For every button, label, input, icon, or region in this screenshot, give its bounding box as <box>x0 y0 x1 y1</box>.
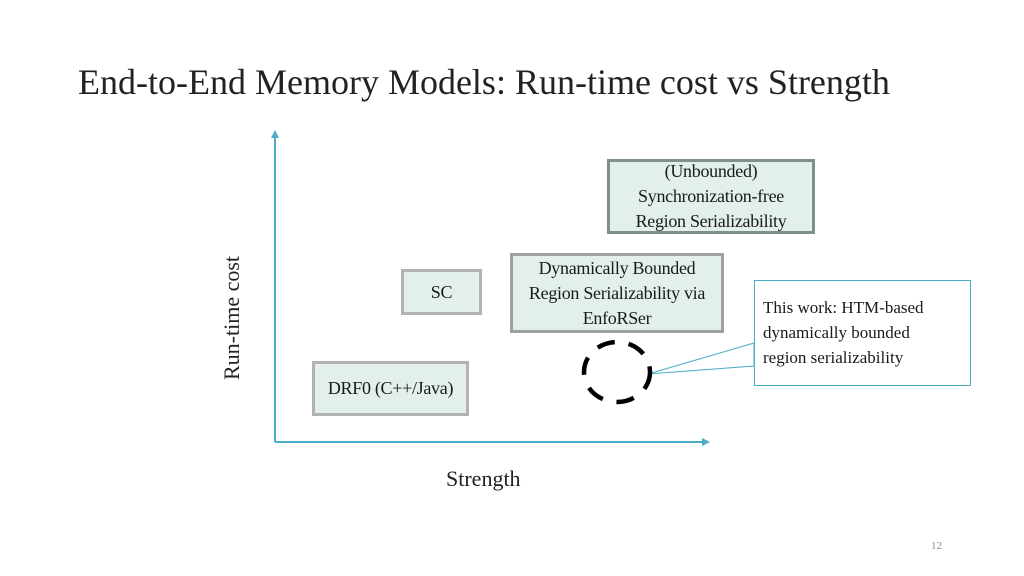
this-work-callout <box>754 280 971 386</box>
callout-text-line: dynamically bounded <box>763 323 910 342</box>
callout-pointer <box>648 343 754 374</box>
callout-text-line: region serializability <box>763 348 904 367</box>
box-text-line: (Unbounded) <box>664 161 758 181</box>
sc-box <box>401 269 482 315</box>
callout-text-line: This work: HTM-based <box>763 298 924 317</box>
box-text-line: Dynamically Bounded <box>538 257 696 278</box>
slide-title: End-to-End Memory Models: Run-time cost vs Strength <box>78 62 890 102</box>
drf0-box <box>312 361 469 416</box>
box-text-line: Region Serializability via <box>528 282 706 303</box>
box-text-line: Region Serializability <box>635 211 787 231</box>
y-axis-label: Run-time cost <box>219 255 244 381</box>
box-text-line: EnfoRSer <box>582 307 652 328</box>
x-axis-label: Strength <box>446 466 521 491</box>
dbrs-enforser-box <box>510 253 724 333</box>
page-number: 12 <box>931 540 942 552</box>
unbounded-sfrs-box <box>607 159 815 234</box>
box-text-line: Synchronization-free <box>638 186 784 206</box>
box-text-line: SC <box>430 281 453 302</box>
dashed-circle-marker <box>584 342 650 402</box>
box-text-line: DRF0 (C++/Java) <box>327 378 454 398</box>
